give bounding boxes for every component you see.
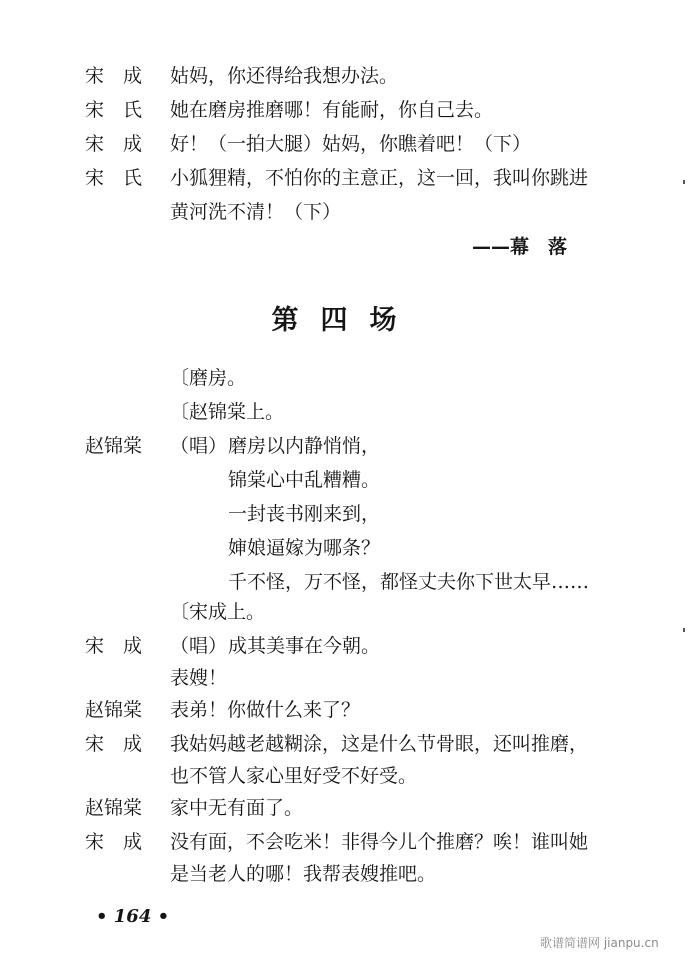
dialogue-line: 小狐狸精，不怕你的主意正，这一回，我叫你跳进 <box>170 167 589 189</box>
speaker-label: 赵锦棠 <box>85 435 143 457</box>
lyric-line: 婶娘逼嫁为哪条？ <box>228 537 381 559</box>
dialogue-line: 表嫂！ <box>170 667 228 689</box>
lyric-line: 磨房以内静悄悄， <box>228 435 381 457</box>
speaker-label: 宋 成 <box>85 65 143 87</box>
dialogue-line: 她在磨房推磨哪！有能耐，你自己去。 <box>170 99 494 121</box>
sing-mark: （唱） <box>170 635 228 657</box>
dialogue-line: 姑妈，你还得给我想办法。 <box>170 65 399 87</box>
dialogue-line: 没有面，不会吃米！非得今儿个推磨？唉！谁叫她 <box>170 831 589 853</box>
speaker-label: 赵锦棠 <box>85 797 143 819</box>
sing-mark: （唱） <box>170 435 228 457</box>
dialogue-line: 家中无有面了。 <box>170 797 304 819</box>
speaker-label: 宋 成 <box>85 635 143 657</box>
dialogue-line: 我姑妈越老越糊涂，这是什么节骨眼，还叫推磨， <box>170 733 589 755</box>
lyric-line: 千不怪，万不怪，都怪丈夫你下世太早…… <box>228 571 590 593</box>
page-number: • 164 • <box>96 906 170 927</box>
curtain-falls: ——幕 落 <box>472 236 568 258</box>
lyric-line: 成其美事在今朝。 <box>228 635 381 657</box>
scene-title: 第四场 <box>271 305 419 336</box>
margin-mark <box>683 180 685 184</box>
stage-direction: 〔宋成上。 <box>170 601 266 623</box>
speaker-label: 宋 成 <box>85 733 143 755</box>
dialogue-continuation: 黄河洗不清！（下） <box>170 201 342 223</box>
dialogue-line: 表弟！你做什么来了？ <box>170 699 361 721</box>
speaker-label: 宋 成 <box>85 831 143 853</box>
speaker-label: 赵锦棠 <box>85 699 143 721</box>
stage-direction: 〔赵锦棠上。 <box>170 401 285 423</box>
dialogue-continuation: 是当老人的哪！我帮表嫂推吧。 <box>170 863 437 885</box>
margin-mark <box>683 628 685 632</box>
speaker-label: 宋 氏 <box>85 167 143 189</box>
dialogue-continuation: 也不管人家心里好受不好受。 <box>170 765 418 787</box>
stage-direction: 〔磨房。 <box>170 367 247 389</box>
speaker-label: 宋 氏 <box>85 99 143 121</box>
lyric-line: 一封丧书刚来到， <box>228 503 381 525</box>
lyric-line: 锦棠心中乱糟糟。 <box>228 469 381 491</box>
watermark: 歌谱简谱网 jianpu.cn <box>540 936 659 950</box>
speaker-label: 宋 成 <box>85 133 143 155</box>
dialogue-line: 好！（一拍大腿）姑妈，你瞧着吧！（下） <box>170 133 532 155</box>
